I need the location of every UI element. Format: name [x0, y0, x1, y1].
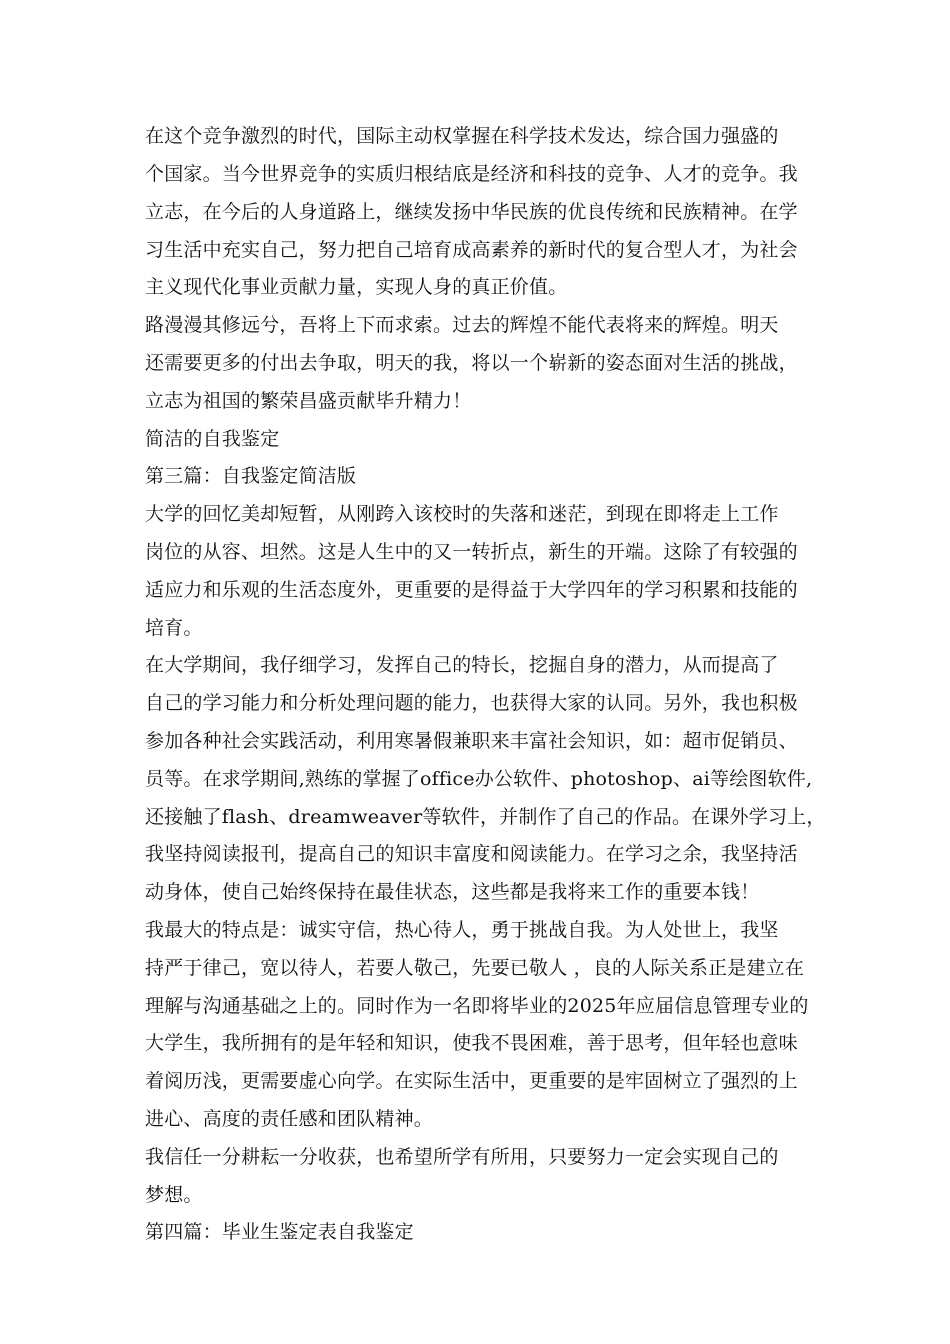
text-line: 还需要更多的付出去争取，明天的我，将以一个崭新的姿态面对生活的挑战， [145, 352, 798, 374]
text-line: 个国家。当今世界竞争的实质归根结底是经济和科技的竞争、人才的竞争。我 [145, 163, 798, 185]
text-line: 自己的学习能力和分析处理问题的能力，也获得大家的认同。另外，我也积极 [145, 692, 798, 714]
text-line: 在这个竞争激烈的时代，国际主动权掌握在科学技术发达，综合国力强盛的 [145, 125, 779, 147]
text-line: 大学生，我所拥有的是年轻和知识，使我不畏困难，善于思考，但年轻也意味 [145, 1032, 798, 1054]
text-line: 适应力和乐观的生活态度外，更重要的是得益于大学四年的学习积累和技能的 [145, 579, 798, 601]
text-line: 在大学期间，我仔细学习，发挥自己的特长，挖掘自身的潜力，从而提高了 [145, 654, 779, 676]
text-line: 大学的回忆美却短暂，从刚跨入该校时的失落和迷茫，到现在即将走上工作 [145, 503, 779, 525]
text-line: 员等。在求学期间,熟练的掌握了office办公软件、photoshop、ai等绘图软件, [145, 768, 813, 790]
text-line: 动身体，使自己始终保持在最佳状态，这些都是我将来工作的重要本钱！ [145, 881, 760, 903]
text-line: 我坚持阅读报刊，提高自己的知识丰富度和阅读能力。在学习之余，我坚持活 [145, 843, 798, 865]
text-line: 着阅历浅，更需要虚心向学。在实际生活中，更重要的是牢固树立了强烈的上 [145, 1070, 798, 1092]
text-line: 进心、高度的责任感和团队精神。 [145, 1108, 434, 1130]
text-line: 培育。 [145, 617, 203, 639]
text-line: 习生活中充实自己，努力把自己培育成高素养的新时代的复合型人才，为社会 [145, 239, 798, 261]
section-heading: 第三篇：自我鉴定简洁版 [145, 465, 357, 487]
text-line: 理解与沟通基础之上的。同时作为一名即将毕业的2025年应届信息管理专业的 [145, 995, 809, 1017]
section-heading: 简洁的自我鉴定 [145, 428, 280, 450]
text-line: 主义现代化事业贡献力量，实现人身的真正价值。 [145, 276, 568, 298]
text-line: 立志为祖国的繁荣昌盛贡献毕升精力！ [145, 390, 472, 412]
text-line: 我信任一分耕耘一分收获，也希望所学有所用，只要努力一定会实现自己的 [145, 1146, 779, 1168]
text-line: 我最大的特点是：诚实守信，热心待人，勇于挑战自我。为人处世上，我坚 [145, 919, 779, 941]
text-line: 还接触了flash、dreamweaver等软件，并制作了自己的作品。在课外学习上， [145, 806, 826, 828]
text-line: 持严于律己，宽以待人，若要人敬己，先要已敬人 ，良的人际关系正是建立在 [145, 957, 805, 979]
text-line: 路漫漫其修远兮，吾将上下而求索。过去的辉煌不能代表将来的辉煌。明天 [145, 314, 779, 336]
text-line: 参加各种社会实践活动，利用寒暑假兼职来丰富社会知识，如：超市促销员、 [145, 730, 798, 752]
section-heading: 第四篇：毕业生鉴定表自我鉴定 [145, 1221, 414, 1243]
text-line: 立志，在今后的人身道路上，继续发扬中华民族的优良传统和民族精神。在学 [145, 201, 798, 223]
text-line: 岗位的从容、坦然。这是人生中的又一转折点，新生的开端。这除了有较强的 [145, 541, 798, 563]
text-line: 梦想。 [145, 1184, 203, 1206]
